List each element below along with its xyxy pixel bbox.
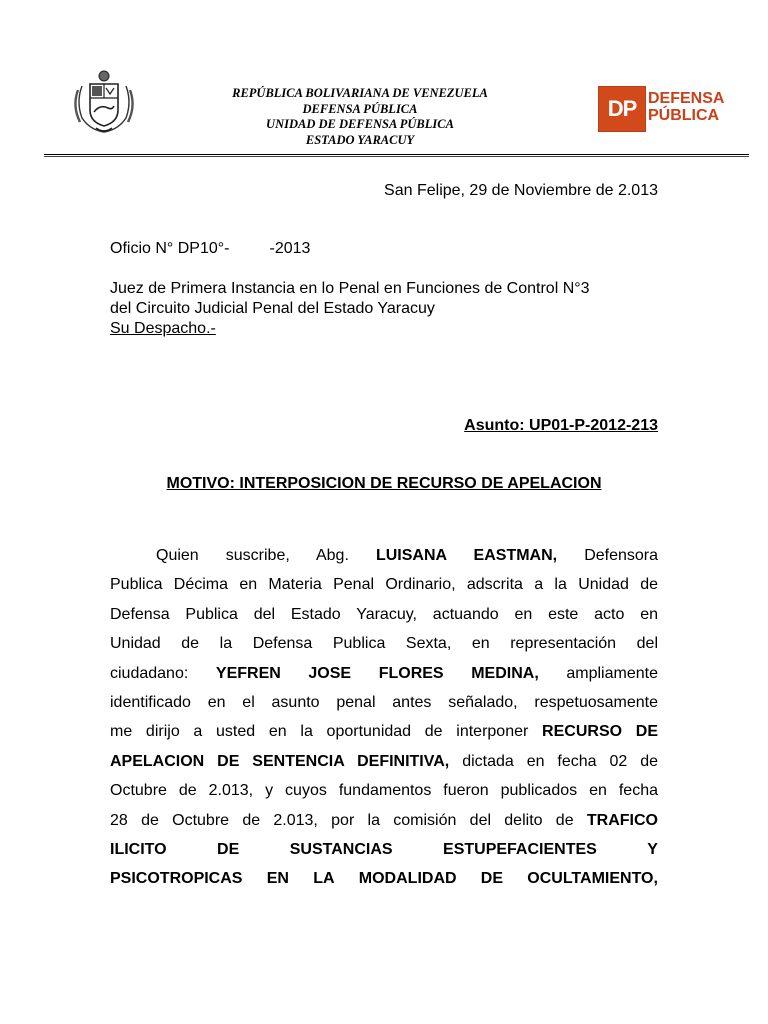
crime-word: SUSTANCIAS	[289, 841, 393, 859]
institution-header	[180, 86, 540, 148]
addressee-line1: Juez de Primera Instancia en lo Penal en Funciones de Control N°3	[110, 280, 590, 297]
crime-word: DE	[217, 841, 240, 859]
body-line-6: identificado en el asunto penal antes señalado, respetuosamente	[110, 694, 658, 712]
recurso-term: RECURSO DE	[542, 723, 658, 741]
crime-word: MODALIDAD	[358, 870, 457, 888]
date-line: San Felipe, 29 de Noviembre de 2.013	[384, 182, 658, 199]
body-line-3: Defensa Publica del Estado Yaracuy, actuando en este acto en	[110, 605, 658, 623]
crime-word: DE	[480, 870, 504, 888]
oficio-number: Oficio N° DP10°- -2013	[110, 240, 311, 257]
defensa-publica-logo	[598, 86, 728, 132]
crime-word: Y	[647, 841, 658, 859]
body-text: dictada en fecha 02 de	[462, 752, 659, 770]
body-text: 28 de Octubre de 2.013, por la comisión del delito de	[110, 811, 574, 829]
dp-logo-line2: PÚBLICA	[648, 107, 720, 124]
body-line-9: Octubre de 2.013, y cuyos fundamentos fueron publicados en fecha	[110, 782, 658, 800]
body-line-8	[110, 747, 658, 776]
crime-word: LA	[313, 870, 335, 888]
header-line-unidad: UNIDAD DE DEFENSA PÚBLICA	[266, 117, 454, 131]
coat-of-arms-icon	[68, 66, 140, 138]
body-text: ampliamente	[566, 664, 658, 682]
body-line-2: Publica Décima en Materia Penal Ordinario, adscrita a la Unidad de	[110, 576, 658, 594]
body-text: Defensora	[584, 547, 659, 564]
header-divider	[44, 154, 749, 157]
body-text: me dirijo a usted en la oportunidad de interponer	[110, 723, 529, 741]
header-line-republic: REPÚBLICA BOLIVARIANA DE VENEZUELA	[232, 86, 488, 100]
body-line-7	[110, 717, 658, 746]
motivo-heading: MOTIVO: INTERPOSICION DE RECURSO DE APELACION	[166, 475, 602, 492]
header-line-defensa: DEFENSA PÚBLICA	[302, 101, 418, 116]
crime-word: OCULTAMIENTO,	[527, 870, 658, 888]
crime-word: EN	[266, 870, 289, 888]
defendant-name: YEFREN JOSE FLORES MEDINA,	[215, 664, 539, 682]
body-line-10	[110, 806, 658, 835]
crime-word: ILICITO	[110, 841, 167, 859]
dp-logo-mark: DP	[598, 86, 646, 132]
body-text: Quien suscribe, Abg.	[156, 547, 349, 564]
crime-term: TRAFICO	[586, 811, 658, 829]
body-line-12	[110, 864, 658, 893]
asunto-heading: Asunto: UP01-P-2012-213	[464, 417, 658, 434]
addressee-block	[110, 279, 670, 339]
header-line-estado: ESTADO YARACUY	[305, 132, 415, 147]
body-line-11	[110, 835, 658, 864]
addressee-line3: Su Despacho.-	[110, 320, 216, 337]
body-line-4: Unidad de la Defensa Publica Sexta, en representación del	[110, 635, 658, 653]
body-text: ciudadano:	[110, 664, 189, 682]
crime-word: ESTUPEFACIENTES	[443, 841, 597, 859]
addressee-line2: del Circuito Judicial Penal del Estado Yaracuy	[110, 300, 435, 317]
dp-logo-line1: DEFENSA	[648, 90, 725, 107]
body-paragraph	[110, 541, 658, 894]
body-line-1	[110, 541, 658, 570]
dp-logo-text	[648, 90, 724, 124]
body-line-5	[110, 659, 658, 688]
lawyer-name: LUISANA EASTMAN,	[375, 547, 558, 564]
crime-word: PSICOTROPICAS	[110, 870, 243, 888]
apelacion-term: APELACION DE SENTENCIA DEFINITIVA,	[110, 752, 450, 770]
